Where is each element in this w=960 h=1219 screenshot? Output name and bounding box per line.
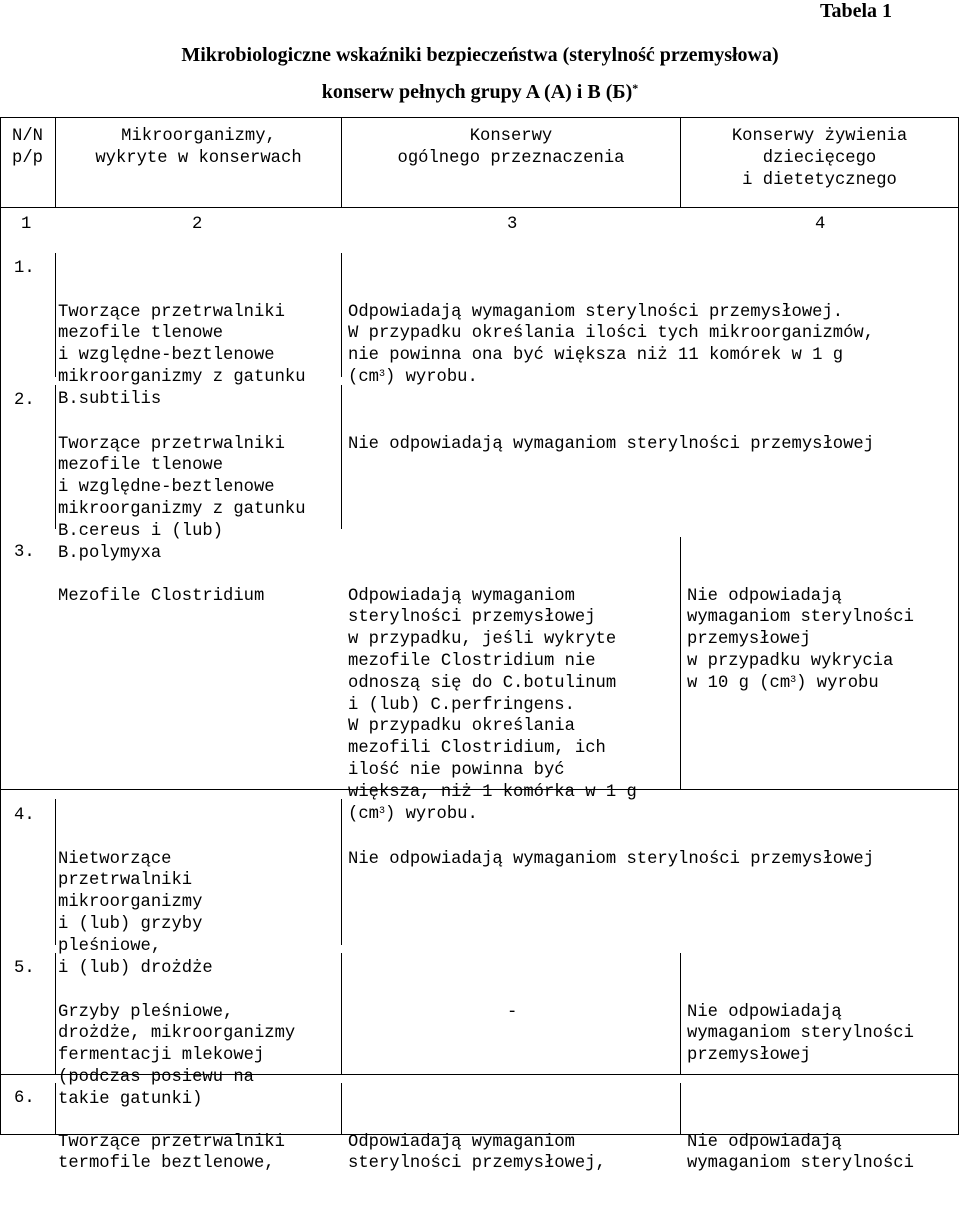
table-label: Tabela 1 bbox=[819, 0, 892, 22]
header-col3: Konserwy ogólnego przeznaczenia bbox=[397, 127, 625, 168]
row5-dietary-requirement: Nie odpowiadają wymaganiom sterylności przemysłowej bbox=[687, 1002, 914, 1066]
table-top-border bbox=[0, 117, 959, 118]
row6-divider-a bbox=[55, 1083, 56, 1135]
row5-divider-c bbox=[680, 953, 681, 1075]
row1-divider-b bbox=[341, 253, 342, 377]
row3-microorganisms: Mezofile Clostridium bbox=[58, 586, 265, 606]
row1-divider-a bbox=[55, 253, 56, 377]
row6-number: 6. bbox=[14, 1089, 35, 1108]
document-title-line1: Mikrobiologiczne wskaźniki bezpieczeństwa (sterylność przemysłowa) bbox=[181, 44, 779, 66]
row2-divider-b bbox=[341, 385, 342, 529]
title-line2-text: konserw pełnych grupy A (А) i B (Б) bbox=[321, 81, 633, 103]
row2-divider-a bbox=[55, 385, 56, 529]
row2-number: 2. bbox=[14, 391, 35, 410]
row6-divider-c bbox=[680, 1083, 681, 1135]
header-bottom-border bbox=[0, 207, 959, 208]
col-number-2: 2 bbox=[192, 215, 203, 234]
row3-divider-c bbox=[680, 537, 681, 790]
col-number-3: 3 bbox=[507, 215, 518, 234]
row4-divider-b bbox=[341, 799, 342, 945]
row3-general-requirement: Odpowiadają wymaganiom sterylności przemysłowej w przypadku, jeśli wykryte mezofile Clostridium nie odnoszą się do C.botulinum i (lub) C.perfringens. W przypadku określania mezofili Clostridium, ich ilość nie powinna być większa, niż 1 komórka w 1 g $(cm^3)$ wyrobu. bbox=[348, 586, 637, 824]
header-col2: Mikroorganizmy, wykryte w konserwach bbox=[95, 127, 302, 168]
row5-number: 5. bbox=[14, 959, 35, 978]
row5-divider-b bbox=[341, 953, 342, 1075]
document-title-line2 bbox=[0, 80, 960, 104]
row4-requirement: Nie odpowiadają wymaganiom sterylności przemysłowej bbox=[348, 849, 875, 869]
table-left-border bbox=[0, 117, 1, 1135]
row3-number: 3. bbox=[14, 543, 35, 562]
row3-dietary-requirement: Nie odpowiadają wymaganiom sterylności przemysłowej w przypadku wykrycia w 10 g $(cm^3)$ wyrobu bbox=[687, 586, 914, 693]
row6-dietary-requirement: Nie odpowiadają wymaganiom sterylności bbox=[687, 1132, 914, 1174]
header-col4: Konserwy żywienia dziecięcego i dietetycznego bbox=[731, 127, 908, 190]
row2-requirement: Nie odpowiadają wymaganiom sterylności przemysłowej bbox=[348, 434, 875, 454]
col-number-4: 4 bbox=[815, 215, 826, 234]
row5-divider-a bbox=[55, 953, 56, 1075]
header-col1: N/N p/p bbox=[12, 127, 43, 168]
row4-number: 4. bbox=[14, 806, 35, 825]
row1-microorganisms: Tworzące przetrwalniki mezofile tlenowe i względne-beztlenowe mikroorganizmy z gatunku B.subtilis bbox=[58, 302, 306, 409]
row1-number: 1. bbox=[14, 259, 35, 278]
row6-general-requirement: Odpowiadają wymaganiom sterylności przemysłowej, bbox=[348, 1132, 606, 1174]
row1-requirement: Odpowiadają wymaganiom sterylności przemysłowej. W przypadku określania ilości tych mikroorganizmów, nie powinna ona być większa niż 11 komórek w 1 g $(cm^3)$ wyrobu. bbox=[348, 302, 875, 387]
row6-microorganisms: Tworzące przetrwalniki termofile beztlenowe, bbox=[58, 1132, 285, 1174]
row4-divider-a bbox=[55, 799, 56, 945]
row5-general-requirement: - bbox=[507, 1003, 518, 1022]
row2-microorganisms: Tworzące przetrwalniki mezofile tlenowe i względne-beztlenowe mikroorganizmy z gatunku B.cereus i (lub) B.polymyxa bbox=[58, 434, 306, 563]
table-right-border bbox=[958, 117, 959, 1135]
col-number-1: 1 bbox=[21, 215, 32, 234]
row4-microorganisms: Nietworzące przetrwalniki mikroorganizmy i (lub) grzyby pleśniowe, i (lub) drożdże bbox=[58, 849, 213, 978]
row5-microorganisms: Grzyby pleśniowe, drożdże, mikroorganizmy fermentacji mlekowej (podczas posiewu na takie gatunki) bbox=[58, 1002, 296, 1109]
title-footnote-mark: * bbox=[632, 81, 639, 95]
row6-divider-b bbox=[341, 1083, 342, 1135]
